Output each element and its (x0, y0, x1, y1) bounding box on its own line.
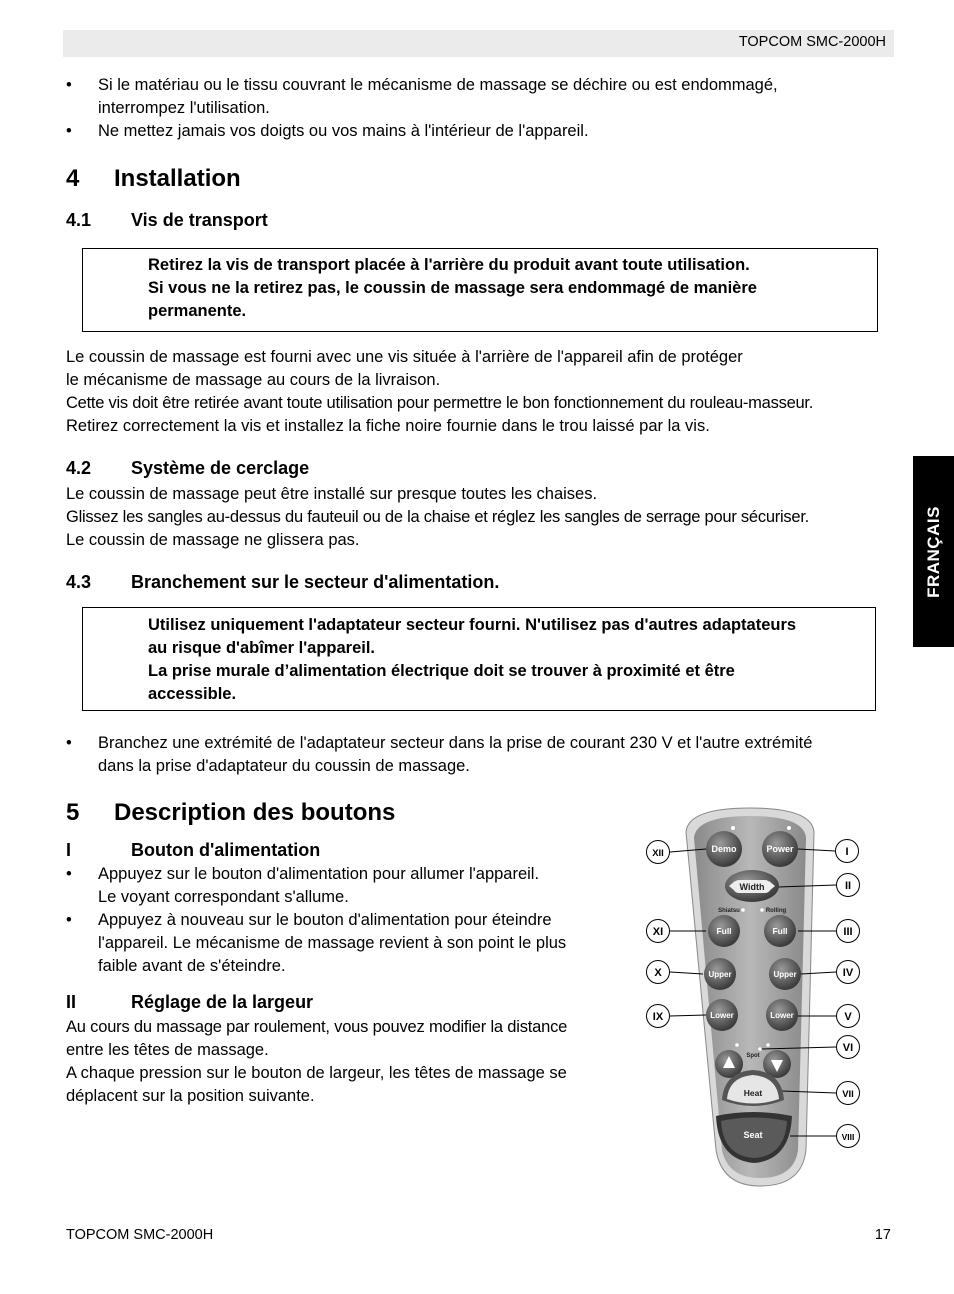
callout-label-I: I (845, 846, 849, 858)
spot-label: Spot (746, 1053, 760, 1059)
warning-line: accessible. (148, 685, 237, 703)
shiatsu-label: Shiatsu (718, 908, 740, 914)
rolling-label: Rolling (765, 908, 787, 914)
lower-right-label: Lower (770, 1011, 794, 1020)
section-4-2-title: Système de cerclage (131, 458, 310, 478)
remote-control-illustration (640, 800, 870, 1195)
full-left-label: Full (716, 926, 732, 936)
section-4-number: 4 (66, 165, 80, 192)
bullet-marker: • (66, 734, 72, 752)
lower-left-label: Lower (710, 1011, 734, 1020)
spot-led-2 (758, 1047, 762, 1051)
bullet-line: Branchez une extrémité de l'adaptateur secteur dans la prise de courant 230 V et l'autre extrémité (98, 734, 813, 752)
bullet-marker: • (66, 911, 72, 929)
language-tab (913, 456, 954, 647)
callout-label-III: III (843, 926, 853, 938)
seat-button-label: Seat (743, 1130, 763, 1140)
footer-model: TOPCOM SMC-2000H (66, 1227, 214, 1243)
subsection-I-number: I (66, 840, 72, 860)
leader-line (670, 972, 703, 974)
warning-line: Retirez la vis de transport placée à l'arrière du produit avant toute utilisation. (148, 256, 750, 274)
power-led (787, 826, 791, 830)
warning-box-transport-screw (82, 248, 878, 332)
section-5-number: 5 (66, 799, 80, 826)
paragraph-line: Au cours du massage par roulement, vous pouvez modifier la distance (66, 1018, 568, 1036)
subsection-I-title: Bouton d'alimentation (131, 840, 321, 860)
heat-button-label: Heat (743, 1088, 763, 1098)
warning-line: Si vous ne la retirez pas, le coussin de massage sera endommagé de manière (148, 279, 757, 297)
language-tab-label: FRANÇAIS (923, 505, 943, 598)
rolling-led (760, 908, 764, 912)
callout-label-IV: IV (842, 967, 854, 979)
subsection-II-title: Réglage de la largeur (131, 992, 314, 1012)
section-4-1-title: Vis de transport (131, 210, 268, 230)
intro-bullet-2: Ne mettez jamais vos doigts ou vos mains à l'intérieur de l'appareil. (98, 122, 589, 140)
bullet-line: l'appareil. Le mécanisme de massage revient à son point le plus (98, 934, 567, 952)
warning-line: au risque d'abîmer l'appareil. (148, 639, 376, 657)
callout-label-XII: XII (652, 848, 664, 859)
paragraph-line: le mécanisme de massage au cours de la livraison. (66, 371, 441, 389)
warning-box-power-adapter (82, 607, 876, 711)
demo-button-label: Demo (711, 844, 737, 854)
width-button-label: Width (739, 882, 765, 892)
bullet-line: faible avant de s'éteindre. (98, 957, 286, 975)
warning-line: permanente. (148, 302, 247, 320)
paragraph-line: déplacent sur la position suivante. (66, 1087, 315, 1105)
bullet-marker: • (66, 76, 72, 94)
warning-line: Utilisez uniquement l'adaptateur secteur fourni. N'utilisez pas d'autres adaptateurs (148, 616, 797, 634)
upper-right-label: Upper (773, 970, 797, 979)
bullet-line: Appuyez à nouveau sur le bouton d'alimentation pour éteindre (98, 911, 552, 929)
paragraph-line: Retirez correctement la vis et installez la fiche noire fournie dans le trou laissé par la vis. (66, 417, 710, 435)
bullet-line: dans la prise d'adaptateur du coussin de massage. (98, 757, 470, 775)
subsection-II-number: II (66, 992, 77, 1012)
section-4-3-number: 4.3 (66, 572, 92, 592)
power-button-label: Power (766, 844, 794, 854)
spot-led-1 (735, 1043, 739, 1047)
bullet-line: Appuyez sur le bouton d'alimentation pour allumer l'appareil. (98, 865, 540, 883)
intro-bullet-1-line-1: Si le matériau ou le tissu couvrant le mécanisme de massage se déchire ou est endommagé, (98, 76, 778, 94)
callout-label-VI: VI (842, 1042, 854, 1054)
intro-bullet-1-line-2: interrompez l'utilisation. (98, 99, 270, 117)
section-4-1-number: 4.1 (66, 210, 92, 230)
warning-line: La prise murale d’alimentation électrique doit se trouver à proximité et être (148, 662, 735, 680)
section-5-title: Description des boutons (114, 799, 396, 826)
header-title: TOPCOM SMC-2000H (738, 34, 886, 50)
paragraph-line: Le coussin de massage peut être installé sur presque toutes les chaises. (66, 485, 598, 503)
section-4-3-title: Branchement sur le secteur d'alimentation. (131, 572, 500, 592)
paragraph-line: Cette vis doit être retirée avant toute utilisation pour permettre le bon fonctionnement du rouleau-masseur. (66, 394, 814, 412)
demo-led (731, 826, 735, 830)
callout-label-VII: VII (842, 1089, 854, 1100)
callout-label-IX: IX (652, 1011, 664, 1023)
paragraph-line: Le coussin de massage est fourni avec une vis située à l'arrière de l'appareil afin de protéger (66, 348, 743, 366)
upper-left-label: Upper (708, 970, 732, 979)
section-4-2-number: 4.2 (66, 458, 92, 478)
spot-led-3 (766, 1043, 770, 1047)
paragraph-line: entre les têtes de massage. (66, 1041, 269, 1059)
paragraph-line: Glissez les sangles au-dessus du fauteuil ou de la chaise et réglez les sangles de serrage pour sécuriser. (66, 508, 810, 526)
bullet-marker: • (66, 865, 72, 883)
section-4-title: Installation (114, 165, 241, 192)
paragraph-line: A chaque pression sur le bouton de largeur, les têtes de massage se (66, 1064, 567, 1082)
bullet-line: Le voyant correspondant s'allume. (98, 888, 349, 906)
full-right-label: Full (772, 926, 788, 936)
callout-label-VIII: VIII (841, 1132, 855, 1142)
page-number: 17 (874, 1227, 891, 1243)
callout-label-XI: XI (652, 926, 664, 938)
shiatsu-led (741, 908, 745, 912)
callout-label-X: X (654, 967, 662, 979)
paragraph-line: Le coussin de massage ne glissera pas. (66, 531, 360, 549)
callout-label-V: V (844, 1011, 852, 1023)
callout-label-II: II (844, 880, 852, 892)
leader-line (670, 1015, 706, 1016)
bullet-marker: • (66, 122, 72, 140)
